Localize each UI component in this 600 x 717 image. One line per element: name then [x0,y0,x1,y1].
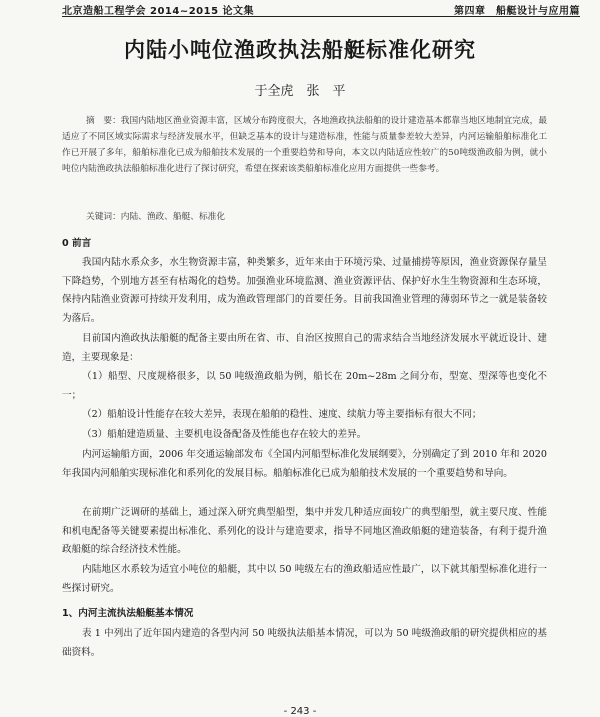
paragraph-5: 内陆地区水系较为适宜小吨位的船艇，其中以 50 吨级左右的渔政船适应性最广，以下就其船型标准化进行一些探讨研究。 [62,564,547,594]
paragraph-2: 目前国内渔政执法船艇的配备主要由所在省、市、自治区按照自己的需求结合当地经济发展水平就近设计、建造，主要现象是： [62,333,547,363]
paragraph-4: 在前期广泛调研的基础上，通过深入研究典型船型，集中并发几种适应面较广的典型船型，就主要尺度、性能和机电配备等关键要素提出标准化、系列化的设计与建造要求，指导不同地区渔政船艇的建造装备，有利于提升渔政船艇的综合经济技术性能。 [62,507,547,555]
section-heading-1: 1、内河主流执法船艇基本情况 [62,608,194,619]
authors: 于全虎 张 平 [254,84,346,99]
paragraph-1: 我国内陆水系众多，水生物资源丰富，种类繁多，近年来由于环境污染、过量捕捞等原因，渔业资源保存量呈下降趋势，个别地方甚至有枯竭化的趋势。加强渔业环境监测、渔业资源评估、保护好水生生物资源和生态环境，保持内陆渔业资源可持续开发利用，成为渔政管理部门的首要任务。目前我国渔业管理的薄弱环节之一就是装备较为落后。 [62,257,547,324]
list-item-2: （2）船舶设计性能存在较大差异，表现在船舶的稳性、速度、续航力等主要指标有很大不同； [82,409,482,420]
abstract: 摘 要：我国内陆地区渔业资源丰富，区域分布跨度很大，各地渔政执法船舶的设计建造基本都靠当地区地制宜完成，最适应了不同区域实际需求与经济发展水平，但缺乏基本的设计与建造标准，性能与质量参差较大差异，内河运输船舶标准化工作已开展了多年，船舶标准化已成为船舶技术发展的一个重要趋势和导向，本文以内陆适应性较广的50吨级渔政船为例，就小吨位内陆渔政执法船舶标准化进行了探讨研究，希望在探索该类船舶标准化应用方面提供一些参考。 [62,116,547,174]
paragraph-3: 内河运输船方面，2006 年交通运输部发布《全国内河船型标准化发展纲要》，分别确定了到 2010 年和 2020 年我国内河船舶实现标准化和系列化的发展目标。船舶标准化已成为船舶技术发展的一个重要趋势和导向。 [62,449,547,479]
running-header [62,2,580,17]
paper-title: 内陆小吨位渔政执法船艇标准化研究 [124,38,476,62]
list-item-3: （3）船舶建造质量、主要机电设备配备及性能也存在较大的差异。 [82,429,367,440]
header-proceedings: 北京造船工程学会 2014~2015 论文集 [62,6,255,17]
list-item-1: （1）船型、尺度规格很多，以 50 吨级渔政船为例，船长在 20m~28m 之间分布，型宽、型深等也变化不一； [62,371,547,401]
header-chapter: 第四章 船艇设计与应用篇 [454,6,580,17]
section-heading-preface: 0 前言 [62,238,92,249]
paragraph-6: 表 1 中列出了近年国内建造的各型内河 50 吨级执法船基本情况，可以为 50 吨级渔政船的研究提供相应的基础资料。 [62,628,547,658]
page-number: - 243 - [283,706,317,717]
keywords: 关键词：内陆、渔政、船艇、标准化 [86,212,225,222]
